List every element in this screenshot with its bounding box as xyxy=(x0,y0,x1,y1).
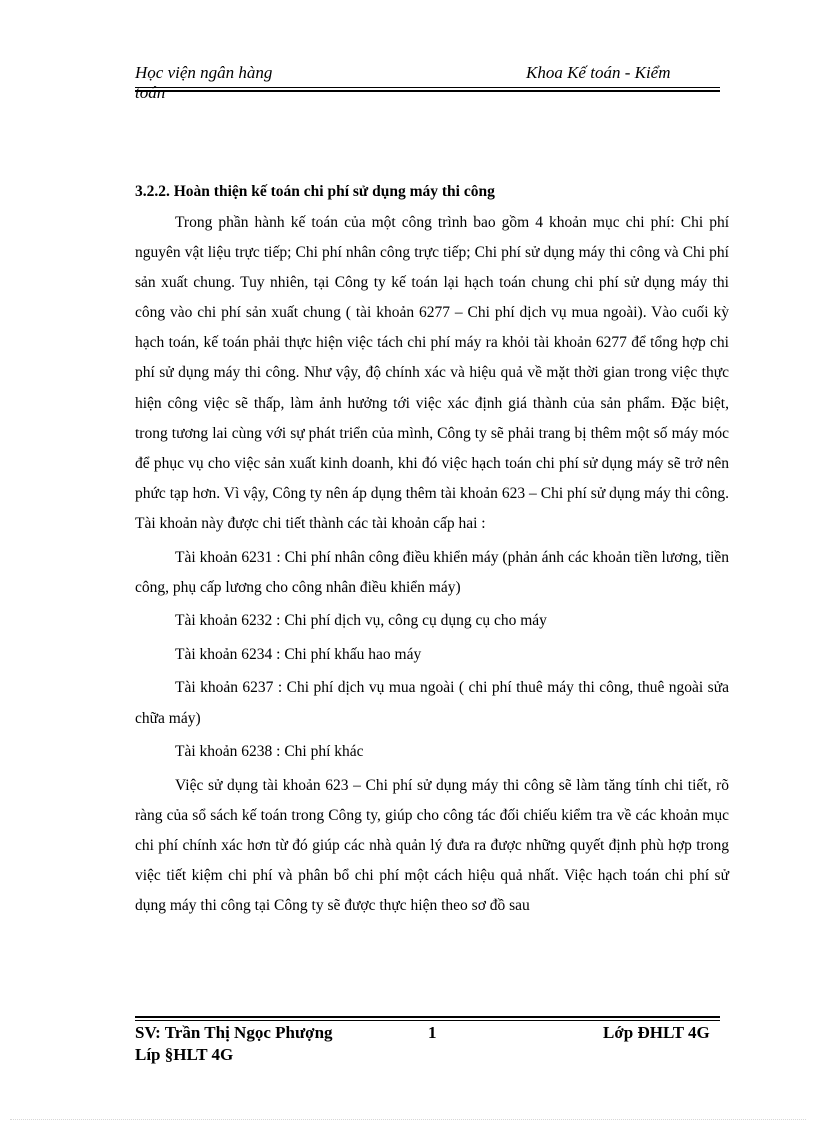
paragraph-account-6237: Tài khoản 6237 : Chi phí dịch vụ mua ngoài ( chi phí thuê máy thi công, thuê ngoài sửa chữa máy) xyxy=(135,679,729,727)
paragraph-account-6234: Tài khoản 6234 : Chi phí khấu hao máy xyxy=(175,645,422,663)
footer-rule-thick xyxy=(135,1016,720,1018)
header-rule-thick xyxy=(135,90,720,92)
paragraph-account-6232: Tài khoản 6232 : Chi phí dịch vụ, công cụ dụng cụ cho máy xyxy=(175,612,547,630)
footer-class: Lớp ĐHLT 4G xyxy=(603,1023,710,1042)
footer-page-number: 1 xyxy=(428,1023,437,1042)
paragraph-conclusion: Việc sử dụng tài khoản 623 – Chi phí sử dụng máy thi công sẽ làm tăng tính chi tiết, rõ ràng của sổ sách kế toán trong Công ty, giúp cho công tác đối chiếu kiểm tra về các khoản mục chi phí chính xác hơn từ đó giúp các nhà quản lý đưa ra được những quyết định phù hợp trong việc tiết kiệm chi phí và phân bổ chi phí một cách hiệu quả nhất. Việc hạch toán chi phí sử dụng máy thi công tại Công ty sẽ được thực hiện theo sơ đồ sau xyxy=(135,776,729,915)
header-department-wrap: toán xyxy=(135,83,166,102)
paragraph-account-6238: Tài khoản 6238 : Chi phí khác xyxy=(175,743,364,761)
page-edge-line xyxy=(10,1119,806,1120)
footer-rule-thin xyxy=(135,1020,720,1021)
footer-student-name: SV: Trần Thị Ngọc Phượng xyxy=(135,1023,333,1042)
header-department: Khoa Kế toán - Kiểm xyxy=(526,63,671,82)
paragraph-account-6231: Tài khoản 6231 : Chi phí nhân công điều khiển máy (phản ánh các khoản tiền lương, tiền công, phụ cấp lương cho công nhân điều khiển máy) xyxy=(135,548,729,596)
body-content xyxy=(135,177,729,921)
header-institution: Học viện ngân hàng xyxy=(135,63,273,82)
section-heading: 3.2.2. Hoàn thiện kế toán chi phí sử dụng máy thi công xyxy=(135,183,495,200)
paragraph-intro: Trong phần hành kế toán của một công trình bao gồm 4 khoản mục chi phí: Chi phí nguyên vật liệu trực tiếp; Chi phí nhân công trực tiếp; Chi phí sử dụng máy thi công và Chi phí sản xuất chung. Tuy nhiên, tại Công ty kế toán lại hạch toán chung chi phí sử dụng máy thi công vào chi phí sản xuất chung ( tài khoản 6277 – Chi phí dịch vụ mua ngoài). Vào cuối kỳ hạch toán, kế toán phải thực hiện việc tách chi phí máy ra khỏi tài khoản 6277 để tổng hợp chi phí sử dụng máy thi công. Như vậy, độ chính xác và hiệu quả về mặt thời gian trong việc thực hiện công việc sẽ thấp, làm ảnh hưởng tới việc xác định giá thành của sản phẩm. Đặc biệt, trong tương lai cùng với sự phát triển của mình, Công ty sẽ phải trang bị thêm một số máy móc để phục vụ cho việc sản xuất kinh doanh, khi đó việc hạch toán chi phí sử dụng máy sẽ trở nên phức tạp hơn. Vì vậy, Công ty nên áp dụng thêm tài khoản 623 – Chi phí sử dụng máy thi công. Tài khoản này được chi tiết thành các tài khoản cấp hai : xyxy=(135,214,729,532)
footer-class-legacy: Líp §HLT 4G xyxy=(135,1045,234,1064)
header-rule-thin xyxy=(135,87,720,88)
